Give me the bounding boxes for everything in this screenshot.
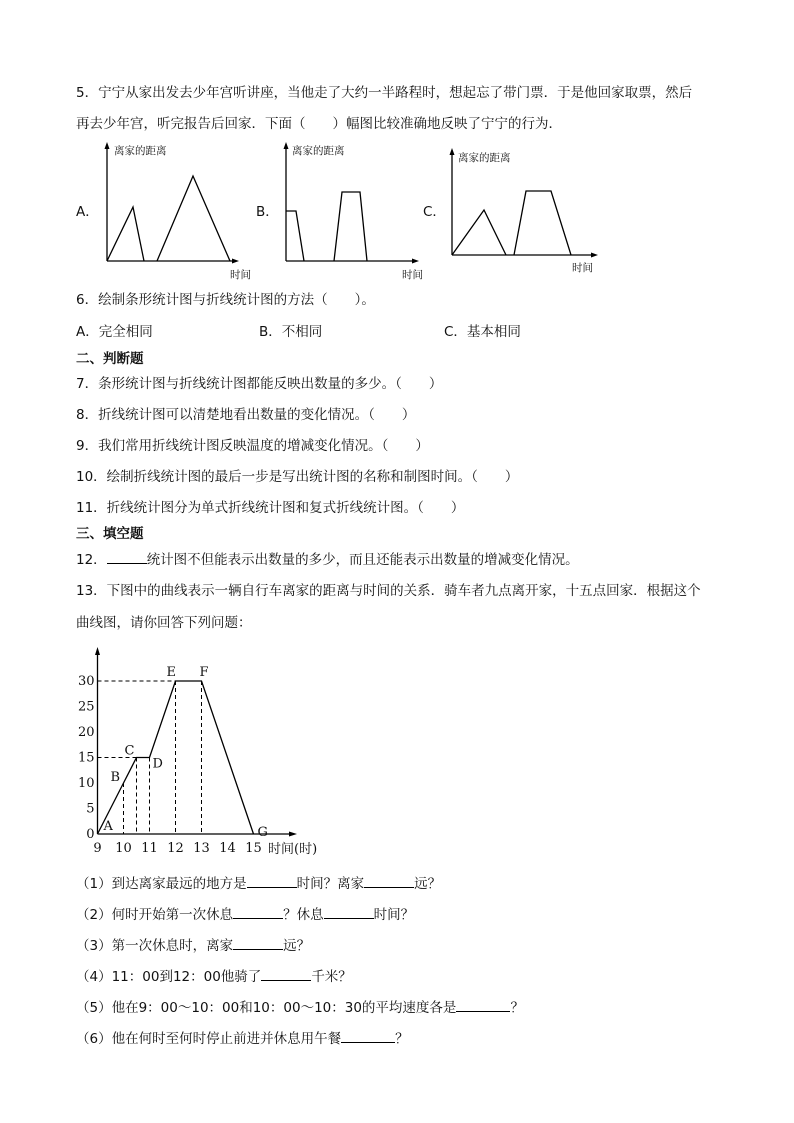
subq-2-post: 时间？ [373,907,415,923]
judge-item-8: 8．折线统计图可以清楚地看出数量的变化情况。（ ） [76,407,416,423]
subq-3-pre: （3）第一次休息时，离家 [76,938,234,954]
subq-3-post: 远？ [283,938,311,954]
x-tick-label: 10 [115,841,132,856]
subq-2-mid: ？休息 [283,907,324,923]
q12-number: 12． [76,552,107,568]
y-tick-label: 25 [77,699,95,715]
option-b-ylabel: 离家的距离 [292,145,345,157]
subq-1-blank-1 [247,887,297,888]
section-fill-title: 三、填空题 [76,526,144,542]
subq-1-mid: 时间？离家 [296,876,365,892]
option-a-xlabel: 时间 [230,269,251,281]
option-a-letter: A． [76,204,99,220]
point-label-C: C [124,743,135,759]
subq-4-blank [261,980,311,981]
q12 [76,551,579,569]
y-tick-label: 20 [77,725,95,740]
x-tick-label: 14 [219,841,236,856]
subq-2 [76,906,414,924]
option-c-letter: C． [423,204,446,220]
judge-item-10: 10．绘制折线统计图的最后一步是写出统计图的名称和制图时间。（ ） [76,469,519,485]
judge-item-9: 9．我们常用折线统计图反映温度的增减变化情况。（ ） [76,438,429,454]
x-tick-label: 9 [93,841,102,856]
option-c-graph [446,140,606,282]
q5-line1: 5．宁宁从家出发去少年宫听讲座，当他走了大约一半路程时，想起忘了带门票．于是他回家取票，然后 [76,85,693,101]
x-axis-label: 时间(时) [268,842,318,857]
subq-1 [76,875,441,893]
x-tick-label: 15 [245,841,262,856]
x-tick-label: 12 [167,841,184,856]
subq-5-blank [456,1011,510,1012]
subq-2-pre: （2）何时开始第一次休息 [76,907,234,923]
q12-blank [107,563,147,564]
q6-text: 6．绘制条形统计图与折线统计图的方法（ ）。 [76,292,375,308]
point-label-F: F [199,665,209,680]
q13-line1: 13．下图中的曲线表示一辆自行车离家的距离与时间的关系．骑车者九点离开家，十五点回家．根据这个 [76,583,701,599]
subq-1-blank-2 [364,887,414,888]
subq-6-post: ？ [395,1031,409,1047]
x-tick-label: 13 [193,841,210,856]
point-label-E: E [166,665,176,680]
option-c-ylabel: 离家的距离 [458,152,511,164]
option-c-xlabel: 时间 [572,262,593,274]
y-tick-label: 0 [86,827,95,842]
subq-4 [76,968,352,986]
option-a-ylabel: 离家的距离 [114,145,167,157]
q6-choice-b: B．不相同 [259,324,323,340]
subq-4-post: 千米？ [311,969,352,985]
subq-6 [76,1030,409,1048]
q12-text: 统计图不但能表示出数量的多少，而且还能表示出数量的增减变化情况。 [146,552,579,568]
y-tick-label: 30 [77,674,95,689]
q6-choice-c: C．基本相同 [444,324,521,340]
option-b-graph [280,140,440,282]
y-tick-label: 10 [77,776,95,791]
section-judge-title: 二、判断题 [76,351,144,367]
point-label-A: A [103,819,113,834]
subq-3 [76,937,310,955]
option-a-graph [100,140,260,282]
subq-4-pre: （4）11：00到12：00他骑了 [76,969,262,985]
subq-6-blank [341,1042,395,1043]
point-label-G: G [257,825,268,840]
point-label-D: D [152,756,163,772]
y-tick-label: 5 [86,801,95,817]
subq-5-pre: （5）他在9：00～10：00和10：00～10：30的平均速度各是 [76,1000,457,1016]
subq-3-blank [233,949,283,950]
y-tick-label: 15 [77,750,95,766]
q13-line2: 曲线图，请你回答下列问题： [76,615,252,631]
subq-1-pre: （1）到达离家最远的地方是 [76,876,247,892]
option-b-letter: B． [256,204,279,220]
distance-time-chart [77,640,340,862]
x-tick-label: 11 [141,841,158,856]
q6-choice-a: A．完全相同 [76,324,153,340]
point-label-B: B [110,770,121,785]
subq-5 [76,999,524,1017]
subq-2-blank-2 [324,918,374,919]
subq-5-post: ？ [510,1000,524,1016]
option-b-xlabel: 时间 [402,269,423,281]
subq-2-blank-1 [233,918,283,919]
q5-line2: 再去少年宫，听完报告后回家．下面（ ）幅图比较准确地反映了宁宁的行为． [76,116,562,132]
judge-item-11: 11．折线统计图分为单式折线统计图和复式折线统计图。（ ） [76,500,465,516]
judge-item-7: 7．条形统计图与折线统计图都能反映出数量的多少。（ ） [76,376,443,392]
subq-1-post: 远？ [414,876,442,892]
subq-6-pre: （6）他在何时至何时停止前进并休息用午餐 [76,1031,342,1047]
